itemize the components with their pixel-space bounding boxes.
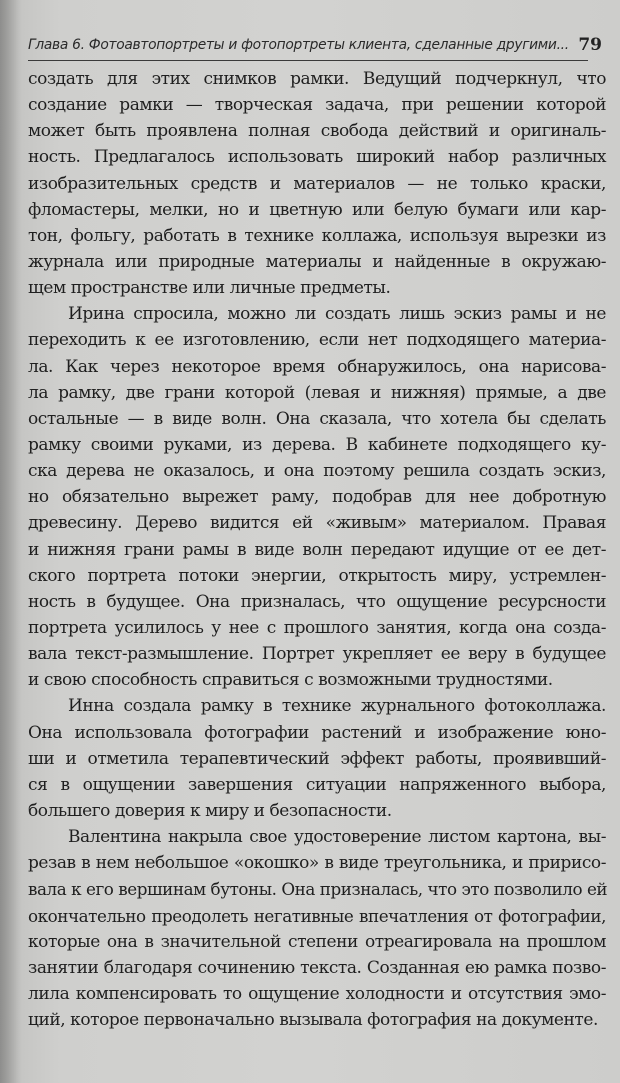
text-line: ши и отметила терапевтический эффект работы, проявивший- — [28, 748, 606, 769]
page-number: 79 — [578, 35, 602, 55]
text-line: окончательно преодолеть негативные впечатления от фотографии, — [28, 905, 606, 926]
text-line: рамку своими руками, из дерева. В кабинете подходящего ку- — [28, 434, 606, 455]
text-line: ского портрета потоки энергии, открытость миру, устремлен- — [28, 565, 606, 586]
text-line: вала текст-размышление. Портрет укрепляет ее веру в будущее — [28, 644, 606, 665]
text-line: остальные — в виде волн. Она сказала, что хотела бы сделать — [28, 408, 606, 429]
text-line: и нижняя грани рамы в виде волн передают идущие от ее дет- — [28, 539, 606, 560]
text-line: но обязательно вырежет раму, подобрав для нее добротную — [28, 487, 606, 508]
text-line: переходить к ее изготовлению, если нет подходящего материа- — [28, 330, 606, 351]
text-line: изобразительных средств и материалов — не только краски, — [28, 173, 606, 194]
text-line: создать для этих снимков рамки. Ведущий подчеркнул, что — [28, 69, 606, 89]
text-line: создание рамки — творческая задача, при решении которой — [28, 95, 606, 116]
text-line: ность в будущее. Она призналась, что ощущение ресурсности — [28, 591, 606, 612]
text-line: журнала или природные материалы и найденные в окружаю- — [28, 251, 606, 272]
text-line: щем пространстве или личные предметы. — [28, 278, 391, 299]
text-line: тон, фольгу, работать в технике коллажа, используя вырезки из — [28, 225, 606, 246]
text-line: Ирина спросила, можно ли создать лишь эскиз рамы и не — [68, 304, 606, 325]
text-line: и свою способность справиться с возможными трудностями. — [28, 670, 553, 691]
text-line: портрета усилилось у нее с прошлого занятия, когда она созда- — [28, 617, 606, 638]
text-line: вала к его вершинам бутоны. Она призналась, что это позволило ей — [28, 879, 608, 900]
text-line: Инна создала рамку в технике журнального фотоколлажа. — [68, 696, 606, 717]
text-line: фломастеры, мелки, но и цветную или белую бумаги или кар- — [28, 199, 606, 220]
text-line: ность. Предлагалось использовать широкий набор различных — [28, 147, 606, 168]
text-line: ска дерева не оказалось, и она поэтому решила создать эскиз, — [28, 461, 606, 482]
text-line: ся в ощущении завершения ситуации напряженного выбора, — [28, 774, 606, 795]
body-text — [28, 66, 606, 1033]
text-line: ла. Как через некоторое время обнаружилось, она нарисова- — [28, 356, 606, 377]
text-line: может быть проявлена полная свобода действий и оригиналь- — [28, 121, 606, 142]
text-line: Валентина накрыла свое удостоверение листом картона, вы- — [68, 827, 606, 848]
text-line: большего доверия к миру и безопасности. — [28, 800, 392, 821]
text-line: древесину. Дерево видится ей «живым» материалом. Правая — [28, 513, 606, 534]
running-header — [28, 32, 602, 61]
text-line: резав в нем небольшое «окошко» в виде треугольника, и пририсо- — [28, 853, 606, 874]
chapter-running-title: Глава 6. Фотоавтопортреты и фотопортреты клиента, сделанные другими... — [28, 37, 569, 53]
text-line: лила компенсировать то ощущение холодности и отсутствия эмо- — [28, 983, 606, 1004]
text-line: ла рамку, две грани которой (левая и нижняя) прямые, а две — [28, 382, 606, 403]
text-line: ций, которое первоначально вызывала фотография на документе. — [28, 1010, 598, 1031]
text-line: занятии благодаря сочинению текста. Созданная ею рамка позво- — [28, 957, 606, 978]
text-line: которые она в значительной степени отреагировала на прошлом — [28, 931, 606, 952]
text-line: Она использовала фотографии растений и изображение юно- — [28, 722, 606, 743]
